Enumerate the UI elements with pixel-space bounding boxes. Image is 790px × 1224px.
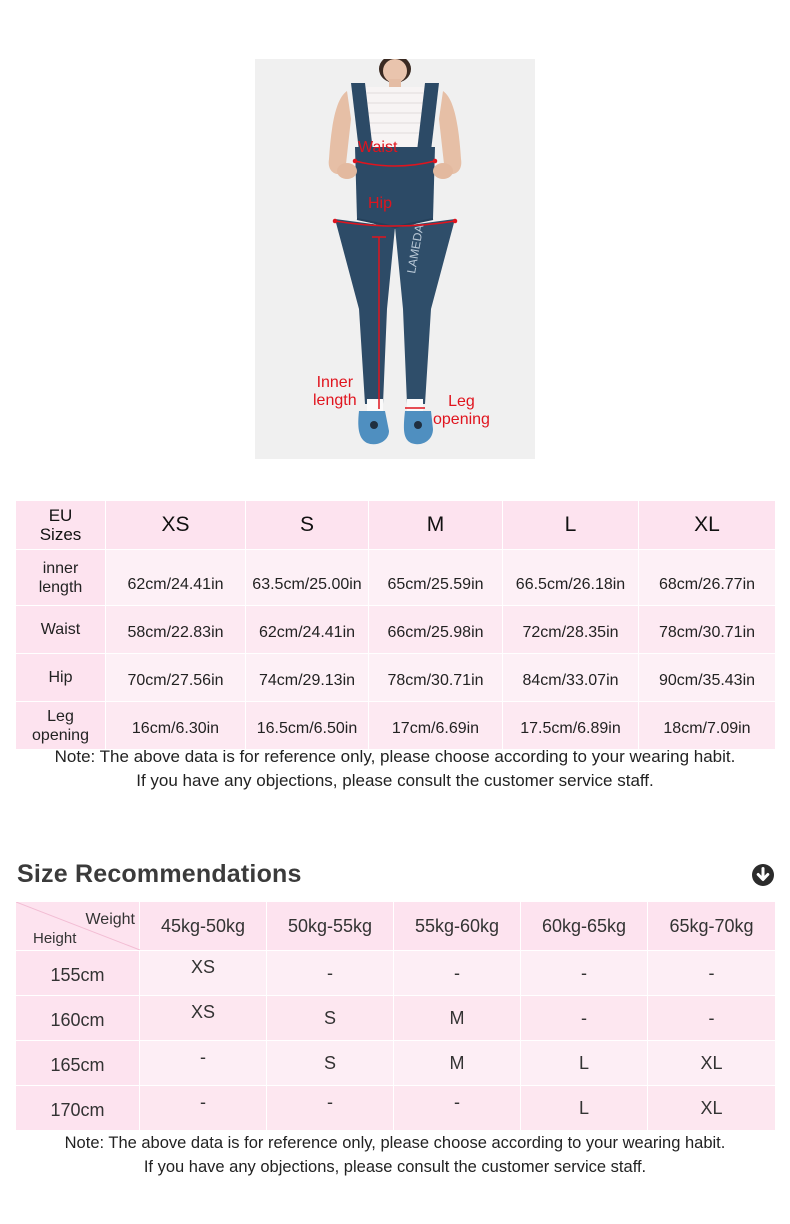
size-chart-header-row	[16, 501, 776, 550]
section-title: Size Recommendations	[17, 860, 302, 888]
recommendation-note	[0, 1131, 790, 1179]
table-cell: -	[648, 996, 776, 1041]
note-line: Note: The above data is for reference only, please choose according to your wearing habit.	[54, 747, 736, 766]
weight-axis-label: Weight	[85, 911, 135, 928]
table-cell: 63.5cm/25.00in	[246, 550, 369, 606]
table-cell: 16.5cm/6.50in	[246, 702, 369, 750]
row-label: Hip	[16, 654, 106, 702]
table-cell: 72cm/28.35in	[503, 606, 639, 654]
table-row	[16, 1086, 776, 1131]
size-header: S	[246, 501, 369, 550]
table-cell: M	[394, 1041, 521, 1086]
table-cell: 62cm/24.41in	[246, 606, 369, 654]
note-line: If you have any objections, please consult the customer service staff.	[136, 771, 654, 790]
height-weight-corner	[16, 902, 140, 951]
note-line: If you have any objections, please consult the customer service staff.	[143, 1158, 647, 1176]
table-cell: 66.5cm/26.18in	[503, 550, 639, 606]
row-label: Leg opening	[16, 702, 106, 750]
waist-label: Waist	[358, 139, 398, 156]
leg-opening-label: Leg opening	[433, 393, 490, 428]
table-cell: -	[648, 951, 776, 996]
table-row	[16, 996, 776, 1041]
table-cell: -	[267, 951, 394, 996]
table-cell: XS	[140, 951, 267, 996]
model-illustration	[255, 59, 535, 459]
table-cell: -	[140, 1086, 267, 1131]
height-label: 160cm	[16, 996, 140, 1041]
table-cell: -	[267, 1086, 394, 1131]
table-row	[16, 702, 776, 750]
weight-header: 50kg-55kg	[267, 902, 394, 951]
note-line: Note: The above data is for reference only, please choose according to your wearing habit.	[64, 1134, 726, 1152]
product-photo	[255, 59, 535, 459]
table-cell: -	[394, 1086, 521, 1131]
height-label: 155cm	[16, 951, 140, 996]
table-cell: 17.5cm/6.89in	[503, 702, 639, 750]
table-cell: XL	[648, 1086, 776, 1131]
table-cell: 90cm/35.43in	[639, 654, 776, 702]
table-cell: -	[394, 951, 521, 996]
weight-header: 65kg-70kg	[648, 902, 776, 951]
table-cell: 68cm/26.77in	[639, 550, 776, 606]
size-header: XS	[106, 501, 246, 550]
table-cell: M	[394, 996, 521, 1041]
table-cell: S	[267, 1041, 394, 1086]
size-header: L	[503, 501, 639, 550]
table-row	[16, 1041, 776, 1086]
table-cell: XL	[648, 1041, 776, 1086]
table-cell: -	[521, 951, 648, 996]
row-label: inner length	[16, 550, 106, 606]
size-header: XL	[639, 501, 776, 550]
table-row	[16, 654, 776, 702]
size-chart-table	[15, 500, 776, 750]
size-chart-corner: EU Sizes	[16, 501, 106, 550]
table-cell: 66cm/25.98in	[369, 606, 503, 654]
table-cell: 70cm/27.56in	[106, 654, 246, 702]
table-row	[16, 951, 776, 996]
table-cell: L	[521, 1086, 648, 1131]
weight-header: 60kg-65kg	[521, 902, 648, 951]
row-label: Waist	[16, 606, 106, 654]
table-cell: 17cm/6.69in	[369, 702, 503, 750]
table-row	[16, 606, 776, 654]
recommendation-header-row	[16, 902, 776, 951]
table-cell: 62cm/24.41in	[106, 550, 246, 606]
weight-header: 55kg-60kg	[394, 902, 521, 951]
table-cell: XS	[140, 996, 267, 1041]
table-cell: 58cm/22.83in	[106, 606, 246, 654]
height-label: 165cm	[16, 1041, 140, 1086]
table-cell: 84cm/33.07in	[503, 654, 639, 702]
weight-header: 45kg-50kg	[140, 902, 267, 951]
height-axis-label: Height	[33, 930, 77, 947]
size-recommendation-table	[15, 901, 776, 1131]
table-row	[16, 550, 776, 606]
hip-label: Hip	[368, 195, 393, 212]
table-cell: -	[140, 1041, 267, 1086]
table-cell: 74cm/29.13in	[246, 654, 369, 702]
table-cell: 78cm/30.71in	[639, 606, 776, 654]
table-cell: 78cm/30.71in	[369, 654, 503, 702]
size-header: M	[369, 501, 503, 550]
table-cell: 16cm/6.30in	[106, 702, 246, 750]
arrow-down-circle-icon[interactable]	[751, 863, 775, 887]
table-cell: S	[267, 996, 394, 1041]
size-chart-note	[0, 745, 790, 793]
table-cell: L	[521, 1041, 648, 1086]
brand-mark: LAMEDA	[404, 223, 427, 275]
height-label: 170cm	[16, 1086, 140, 1131]
inner-length-label: Inner length	[313, 374, 357, 409]
table-cell: 18cm/7.09in	[639, 702, 776, 750]
table-cell: 65cm/25.59in	[369, 550, 503, 606]
table-cell: -	[521, 996, 648, 1041]
